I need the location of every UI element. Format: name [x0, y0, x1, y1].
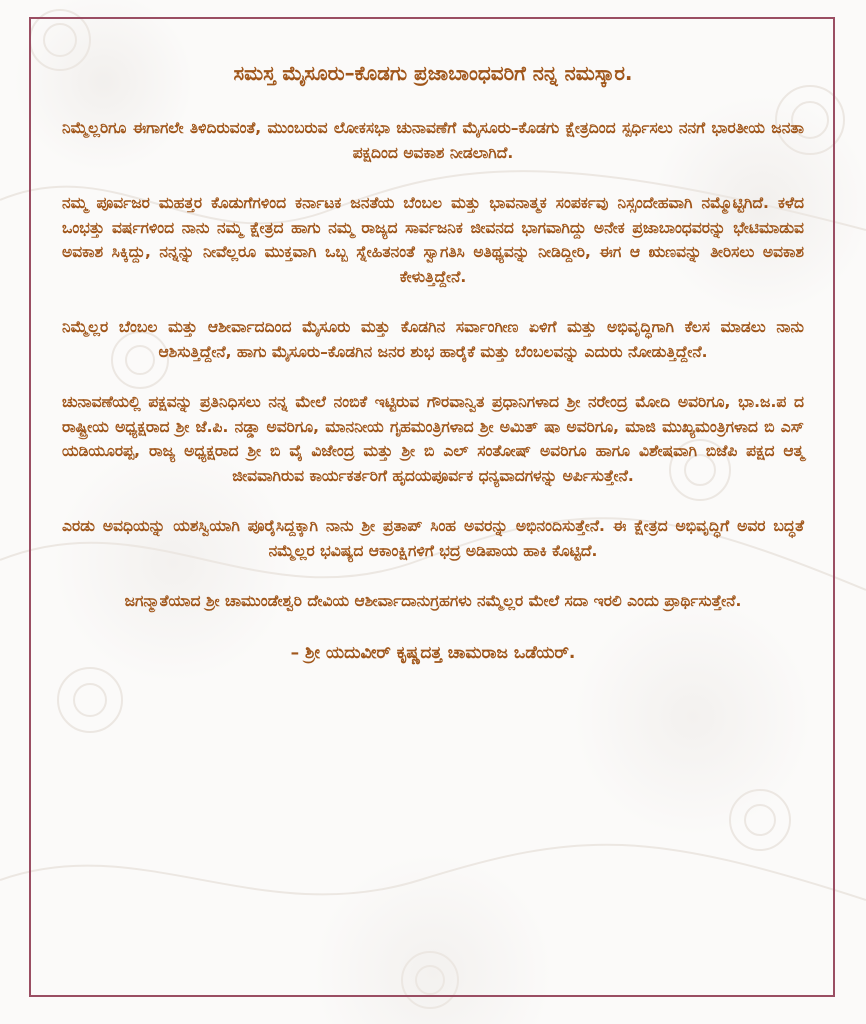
letter-paragraph-5: ಎರಡು ಅವಧಿಯನ್ನು ಯಶಸ್ವಿಯಾಗಿ ಪೂರೈಸಿದ್ದಕ್ಕಾಗಿ ನಾನು ಶ್ರೀ ಪ್ರತಾಪ್ ಸಿಂಹ ಅವರನ್ನು ಅಭಿನಂದಿಸುತ್ತೇನೆ. ಈ ಕ್ಷೇತ್ರದ ಅಭಿವೃದ್ಧಿಗೆ ಅವರ ಬದ್ಧತೆ ನಮ್ಮೆಲ್ಲರ ಭವಿಷ್ಯದ ಆಕಾಂಕ್ಷಿಗಳಿಗೆ ಭದ್ರ ಅಡಿಪಾಯ ಹಾಕಿ ಕೊಟ್ಟಿದೆ. [62, 517, 804, 560]
letter-paragraph-4: ಚುನಾವಣೆಯಲ್ಲಿ ಪಕ್ಷವನ್ನು ಪ್ರತಿನಿಧಿಸಲು ನನ್ನ ಮೇಲೆ ನಂಬಿಕೆ ಇಟ್ಟಿರುವ ಗೌರವಾನ್ವಿತ ಪ್ರಧಾನಿಗಳಾದ ಶ್ರೀ ನರೇಂದ್ರ ಮೋದಿ ಅವರಿಗೂ, ಭಾ.ಜ.ಪ ದ ರಾಷ್ಟ್ರೀಯ ಅಧ್ಯಕ್ಷರಾದ ಶ್ರೀ ಜೆ.ಪಿ. ನಡ್ಡಾ ಅವರಿಗೂ, ಮಾನನೀಯ ಗೃಹಮಂತ್ರಿಗಳಾದ ಶ್ರೀ ಅಮಿತ್ ಷಾ ಅವರಿಗೂ, ಮಾಜಿ ಮುಖ್ಯಮಂತ್ರಿಗಳಾದ ಬಿ ಎಸ್ ಯಡಿಯೂರಪ್ಪ, ರಾಜ್ಯ ಅಧ್ಯಕ್ಷರಾದ ಶ್ರೀ ಬಿ ವೈ ವಿಜೇಂದ್ರ ಮತ್ತು ಶ್ರೀ ಬಿ ಎಲ್ ಸಂತೋಷ್ ಅವರಿಗೂ ಹಾಗೂ ವಿಶೇಷವಾಗಿ ಬಿಜೆಪಿ ಪಕ್ಷದ ಆತ್ಮ ಜೀವವಾಗಿರುವ ಕಾರ್ಯಕರ್ತರಿಗೆ ಹೃದಯಪೂರ್ವಕ ಧನ್ಯವಾದಗಳನ್ನು ಅರ್ಪಿಸುತ್ತೇನೆ. [62, 393, 804, 485]
letter-signature: – ಶ್ರೀ ಯದುವೀರ್ ಕೃಷ್ಣದತ್ತ ಚಾಮರಾಜ ಒಡೆಯರ್. [290, 642, 576, 663]
letter-title: ಸಮಸ್ತ ಮೈಸೂರು–ಕೊಡಗು ಪ್ರಜಾಬಾಂಧವರಿಗೆ ನನ್ನ ನಮಸ್ಕಾರ. [233, 61, 633, 85]
letter-paragraph-6: ಜಗನ್ಮಾತೆಯಾದ ಶ್ರೀ ಚಾಮುಂಡೇಶ್ವರಿ ದೇವಿಯ ಆಶೀರ್ವಾದಾನುಗ್ರಹಗಳು ನಮ್ಮೆಲ್ಲರ ಮೇಲೆ ಸದಾ ಇರಲಿ ಎಂದು ಪ್ರಾರ್ಥಿಸುತ್ತೇನೆ. [124, 592, 742, 610]
letter-paragraph-2: ನಮ್ಮ ಪೂರ್ವಜರ ಮಹತ್ತರ ಕೊಡುಗೆಗಳಿಂದ ಕರ್ನಾಟಕ ಜನತೆಯ ಬೆಂಬಲ ಮತ್ತು ಭಾವನಾತ್ಮಕ ಸಂಪರ್ಕವು ನಿಸ್ಸಂದೇಹವಾಗಿ ನಮ್ಮೊಟ್ಟಿಗಿದೆ. ಕಳೆದ ಒಂಭತ್ತು ವರ್ಷಗಳಿಂದ ನಾನು ನಮ್ಮ ಕ್ಷೇತ್ರದ ಹಾಗು ನಮ್ಮ ರಾಜ್ಯದ ಸಾರ್ವಜನಿಕ ಜೀವನದ ಭಾಗವಾಗಿದ್ದು ಅನೇಕ ಪ್ರಜಾಬಾಂಧವರನ್ನು ಭೇಟಿಮಾಡುವ ಅವಕಾಶ ಸಿಕ್ಕಿದ್ದು, ನನ್ನನ್ನು ನೀವೆಲ್ಲರೂ ಮುಕ್ತವಾಗಿ ಒಬ್ಬ ಸ್ನೇಹಿತನಂತೆ ಸ್ವಾಗತಿಸಿ ಅತಿಥ್ಯವನ್ನು ನೀಡಿದ್ದೀರಿ, ಈಗ ಆ ಋಣವನ್ನು ತೀರಿಸಲು ಅವಕಾಶ ಕೇಳುತ್ತಿದ್ದೇನೆ. [62, 194, 804, 286]
letter-paragraph-3: ನಿಮ್ಮೆಲ್ಲರ ಬೆಂಬಲ ಮತ್ತು ಆಶೀರ್ವಾದದಿಂದ ಮೈಸೂರು ಮತ್ತು ಕೊಡಗಿನ ಸರ್ವಾಂಗೀಣ ಏಳಿಗೆ ಮತ್ತು ಅಭಿವೃದ್ಧಿಗಾಗಿ ಕೆಲಸ ಮಾಡಲು ನಾನು ಆಶಿಸುತ್ತಿದ್ದೇನೆ, ಹಾಗು ಮೈಸೂರು–ಕೊಡಗಿನ ಜನರ ಶುಭ ಹಾರೈಕೆ ಮತ್ತು ಬೆಂಬಲವನ್ನು ಎದುರು ನೋಡುತ್ತಿದ್ದೇನೆ. [62, 318, 804, 361]
letter-paragraph-1: ನಿಮ್ಮೆಲ್ಲರಿಗೂ ಈಗಾಗಲೇ ತಿಳಿದಿರುವಂತೆ, ಮುಂಬರುವ ಲೋಕಸಭಾ ಚುನಾವಣೆಗೆ ಮೈಸೂರು–ಕೊಡಗು ಕ್ಷೇತ್ರದಿಂದ ಸ್ಪರ್ಧಿಸಲು ನನಗೆ ಭಾರತೀಯ ಜನತಾ ಪಕ್ಷದಿಂದ ಅವಕಾಶ ನೀಡಲಾಗಿದೆ. [62, 119, 804, 162]
letter-content [62, 58, 804, 666]
